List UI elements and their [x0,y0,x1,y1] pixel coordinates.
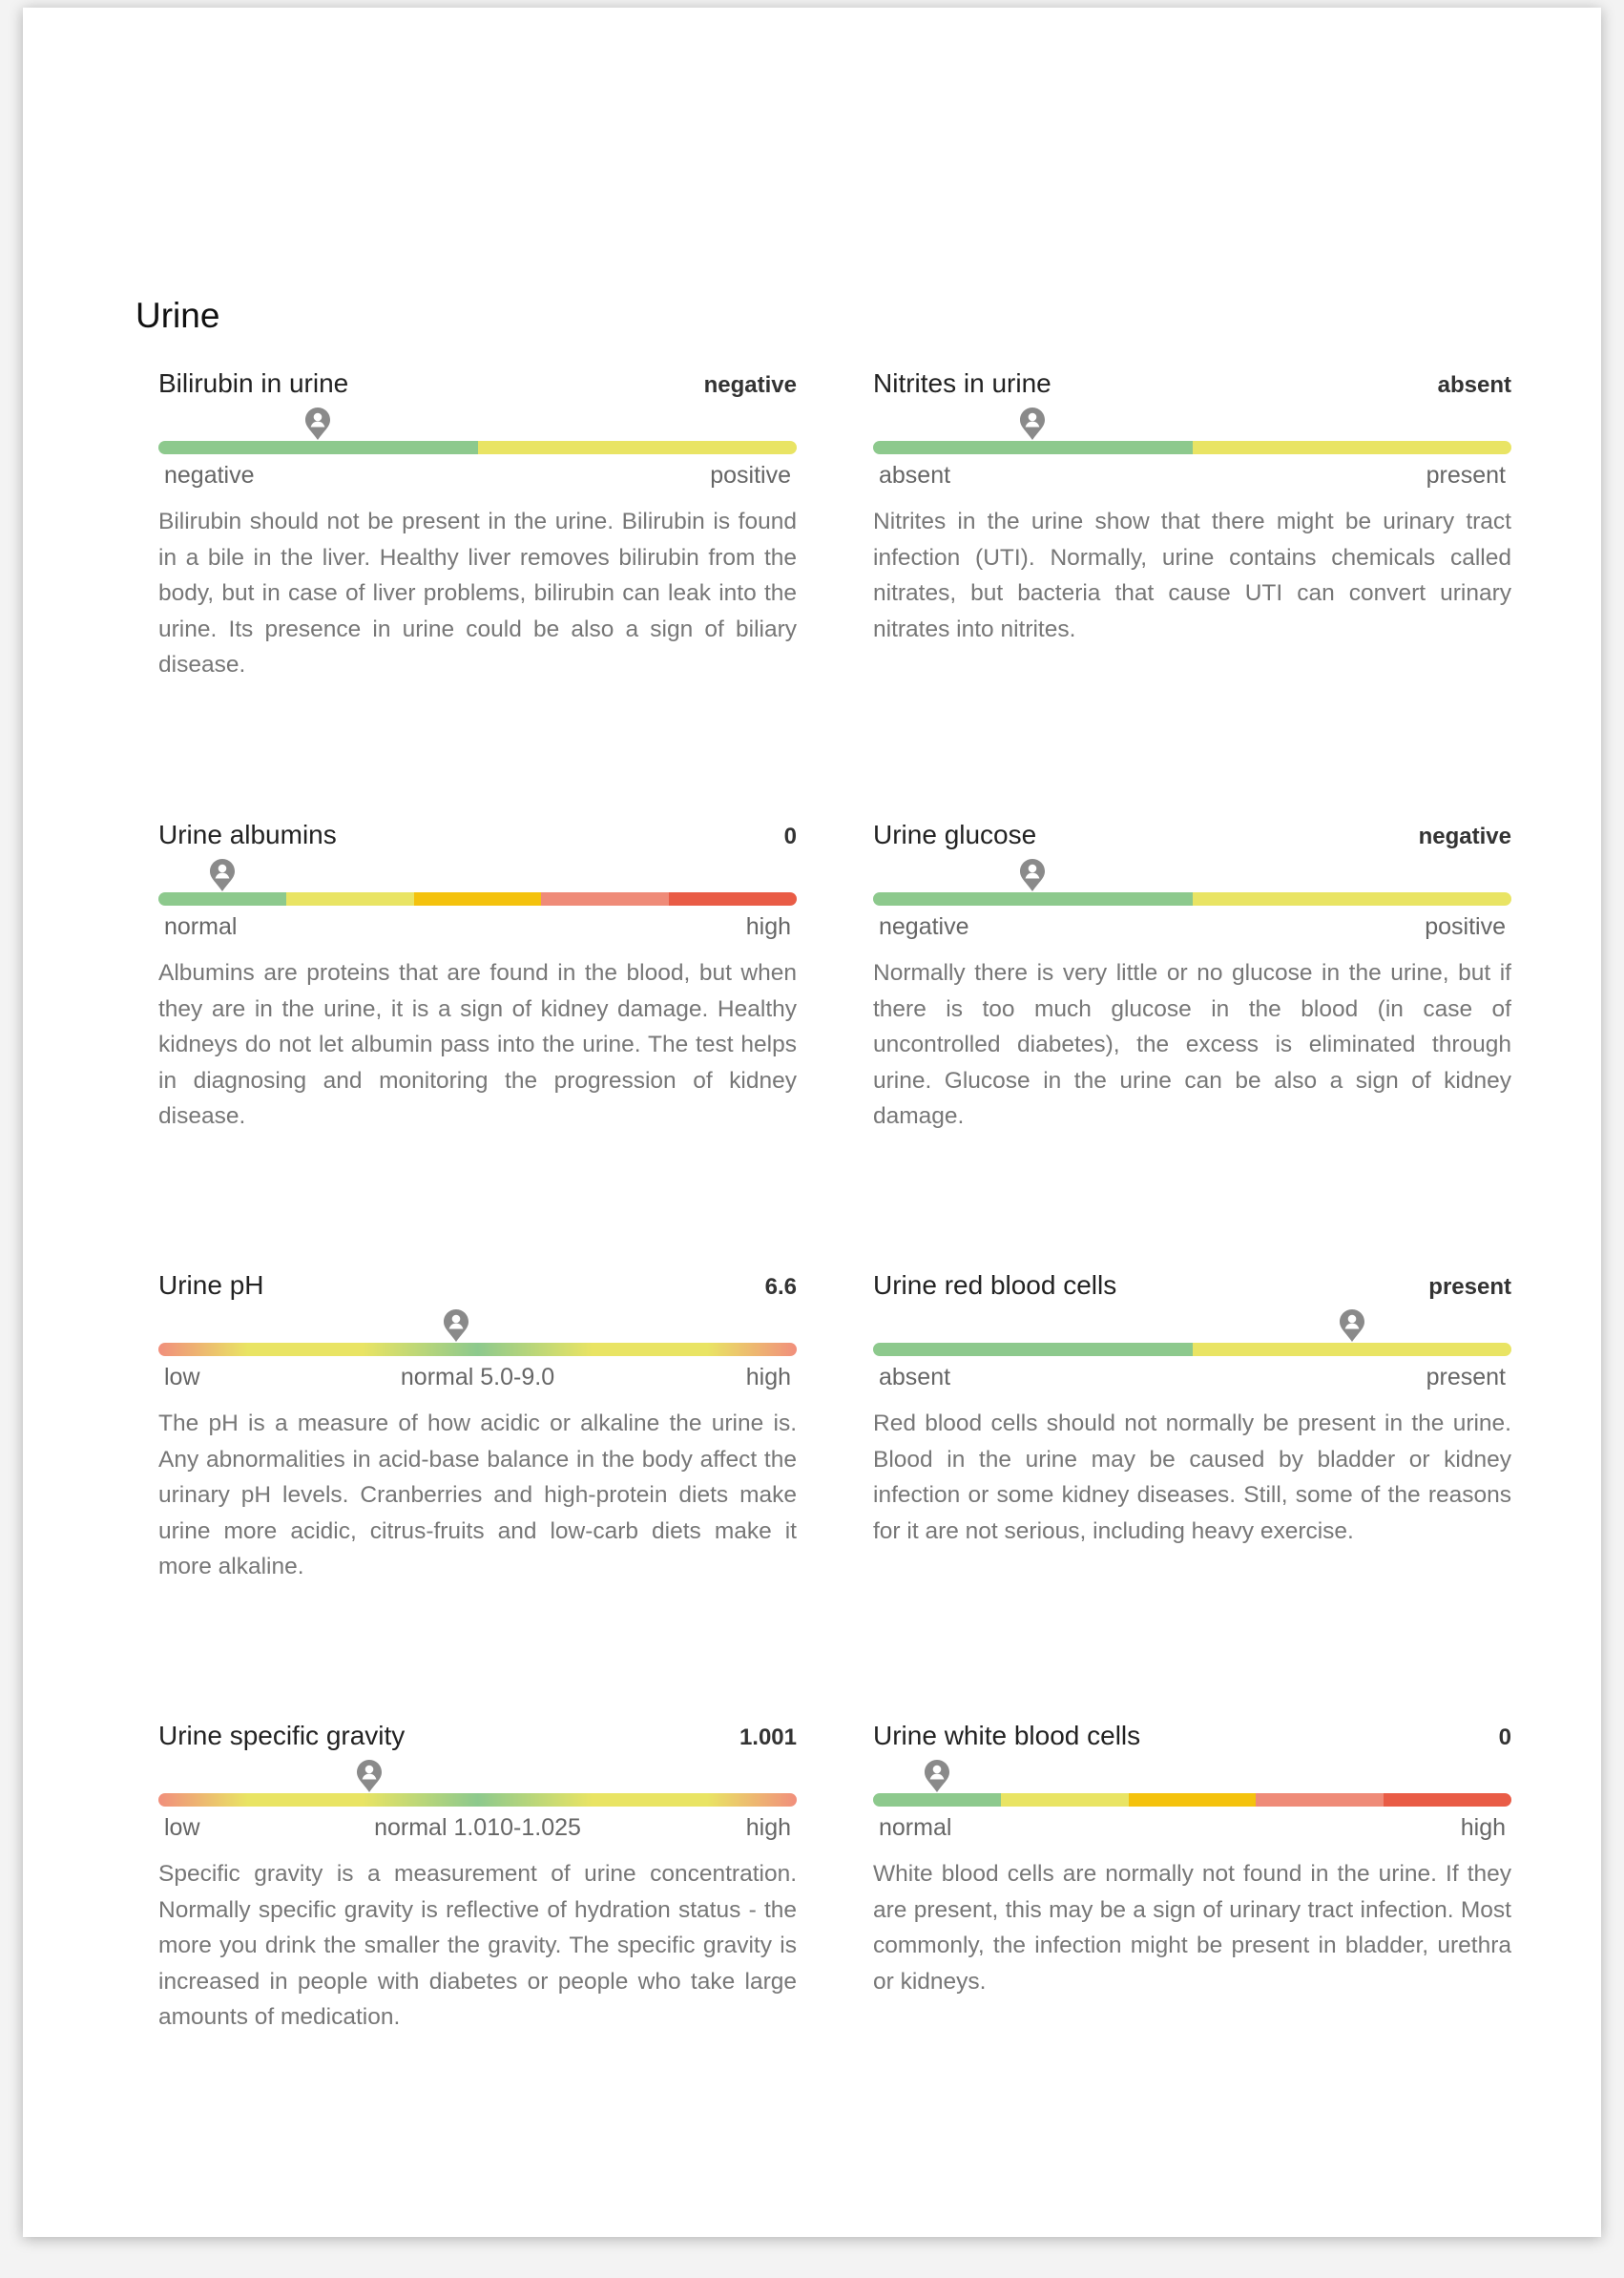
test-result-value: absent [1437,372,1511,398]
test-header [158,1721,797,1759]
range-bar-segment [1193,892,1512,906]
test-result-value: 1.001 [739,1724,797,1750]
test-card [158,820,797,1135]
test-card [873,368,1511,647]
test-name: Urine specific gravity [158,1721,406,1750]
result-marker-icon [356,1759,383,1793]
scale-label: high [745,1364,791,1390]
scale-labels [873,1814,1511,1847]
scale-labels [158,913,797,946]
test-header [158,368,797,407]
scale-label: low [164,1364,200,1390]
test-description: Specific gravity is a measurement of urine concentration. Normally specific gravity is reflective of hydration status - the more you drink the smaller the gravity. The specific gravity is increased in people with diabetes or people who take large amounts of medication. [158,1861,797,2030]
scale-labels [873,462,1511,494]
test-name: Urine pH [158,1270,264,1300]
scale-label: present [1426,1364,1506,1390]
test-header [873,1721,1511,1759]
marker-track [873,407,1511,441]
scale-labels [873,913,1511,946]
range-bar-segment [1384,1793,1511,1807]
range-bar-segment [478,441,798,454]
range-bar [873,892,1511,906]
range-bar [158,1343,797,1356]
range-bar [158,1793,797,1807]
range-bar-segment [541,892,669,906]
range-bar-segment [873,1793,1001,1807]
result-marker-icon [304,407,331,441]
test-name: Bilirubin in urine [158,368,349,398]
test-header [158,820,797,858]
test-result-value: negative [703,372,797,398]
result-marker-icon [1019,407,1046,441]
range-bar-segment [158,892,286,906]
scale-labels [158,1364,797,1396]
range-bar-segment [1001,1793,1129,1807]
test-card [158,1721,797,2036]
test-card [873,1721,1511,1999]
marker-track [158,407,797,441]
test-result-value: 0 [1498,1724,1511,1750]
range-bar [873,1343,1511,1356]
range-bar [873,441,1511,454]
scale-label: positive [710,462,791,489]
test-description: Nitrites in the urine show that there might be urinary tract infection (UTI). Normally, urine contains chemicals called nitrates, but bacteria that cause UTI can convert urinary nitrates into nitrites. [873,509,1511,642]
test-name: Nitrites in urine [873,368,1051,398]
range-bar-segment [669,892,797,906]
marker-track [873,858,1511,892]
scale-label: positive [1425,913,1506,940]
test-description: Bilirubin should not be present in the urine. Bilirubin is found in a bile in the liver. Healthy liver removes bilirubin from the body, but in case of liver problems, bilirubin can leak into the urine. Its presence in urine could be also a sign of biliary disease. [158,509,797,678]
test-header [158,1270,797,1308]
marker-track [158,1308,797,1343]
range-bar [873,1793,1511,1807]
scale-label: absent [879,462,951,489]
range-bar-segment [873,892,1193,906]
result-marker-icon [209,858,236,892]
test-description: Normally there is very little or no glucose in the urine, but if there is too much glucose in the blood (in case of uncontrolled diabetes), the excess is eliminated through urine. Glucose in the urine can be also a sign of kidney damage. [873,960,1511,1129]
range-bar [158,441,797,454]
test-name: Urine red blood cells [873,1270,1117,1300]
test-description: White blood cells are normally not found in the urine. If they are present, this may be a sign of urinary tract infection. Most commonly, the infection might be present in bladder, urethra or kidneys. [873,1861,1511,1995]
section-title: Urine [135,296,220,335]
scale-labels [158,1814,797,1847]
range-bar-segment [286,892,414,906]
scale-label: present [1426,462,1506,489]
test-description: The pH is a measure of how acidic or alkaline the urine is. Any abnormalities in acid-base balance in the body affect the urinary pH levels. Cranberries and high-protein diets make urine more acidic, citrus-fruits and low-carb diets make it more alkaline. [158,1411,797,1579]
test-name: Urine white blood cells [873,1721,1141,1750]
test-name: Urine albumins [158,820,337,849]
scale-labels [158,462,797,494]
test-result-value: 0 [783,824,797,849]
scale-label: negative [164,462,255,489]
range-bar-segment [1193,1343,1512,1356]
test-header [873,1270,1511,1308]
test-result-value: negative [1418,824,1511,849]
test-description: Albumins are proteins that are found in the blood, but when they are in the urine, it is a sign of kidney damage. Healthy kidneys do not let albumin pass into the urine. The test helps in diagnosing and monitoring the progression of kidney disease. [158,960,797,1129]
scale-label: normal 5.0-9.0 [400,1364,555,1390]
result-marker-icon [1339,1308,1365,1343]
test-card [873,820,1511,1135]
scale-label: normal [164,913,238,940]
range-bar-segment [1256,1793,1384,1807]
test-card [873,1270,1511,1549]
test-card [158,1270,797,1585]
scale-label: normal [879,1814,952,1841]
scale-labels [873,1364,1511,1396]
range-bar [158,892,797,906]
range-bar-segment [873,441,1193,454]
test-result-value: 6.6 [764,1274,797,1300]
test-card [158,368,797,683]
scale-label: high [745,1814,791,1841]
report-page [23,8,1601,2237]
scale-label: normal 1.010-1.025 [374,1814,581,1841]
range-bar-segment [1129,1793,1257,1807]
range-bar-segment [873,1343,1193,1356]
scale-label: low [164,1814,200,1841]
test-header [873,368,1511,407]
scale-label: negative [879,913,969,940]
marker-track [158,858,797,892]
result-marker-icon [924,1759,950,1793]
scale-label: absent [879,1364,951,1390]
test-description: Red blood cells should not normally be present in the urine. Blood in the urine may be caused by bladder or kidney infection or some kidney diseases. Still, some of the reasons for it are not serious, including heavy exercise. [873,1411,1511,1544]
test-result-value: present [1428,1274,1511,1300]
marker-track [158,1759,797,1793]
test-name: Urine glucose [873,820,1037,849]
result-marker-icon [1019,858,1046,892]
marker-track [873,1759,1511,1793]
scale-label: high [745,913,791,940]
test-header [873,820,1511,858]
range-bar-segment [414,892,542,906]
marker-track [873,1308,1511,1343]
range-bar-segment [158,441,478,454]
range-bar-segment [1193,441,1512,454]
result-marker-icon [443,1308,469,1343]
scale-label: high [1460,1814,1506,1841]
